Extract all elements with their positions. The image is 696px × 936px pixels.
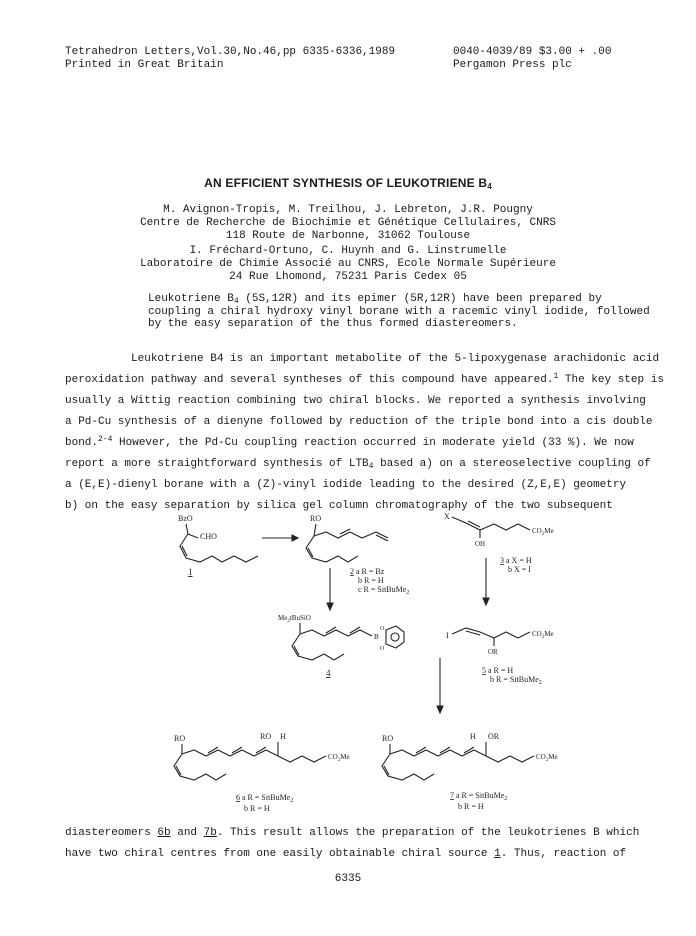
authors-group-1 bbox=[0, 204, 696, 243]
compound-6-labels bbox=[236, 793, 293, 804]
me-text: Me bbox=[544, 527, 554, 535]
compound-number: 2 bbox=[350, 567, 354, 576]
me-text: Me bbox=[340, 753, 350, 761]
variant-b: b R = H bbox=[244, 804, 270, 813]
variant-a: a R = H bbox=[488, 666, 514, 675]
me-text: Me bbox=[278, 614, 288, 622]
ltb-subscript: 4 bbox=[368, 462, 374, 471]
variant-b-sub: 2 bbox=[538, 680, 542, 686]
variant-b: b X = I bbox=[508, 565, 531, 574]
body-line: Leukotriene B4 is an important metabolite of the 5-lipoxygenase arachidonic acid bbox=[131, 353, 660, 365]
co-sub: 2 bbox=[545, 758, 549, 763]
body-paragraph-1 bbox=[65, 349, 664, 517]
co-sub: 2 bbox=[337, 758, 341, 763]
page-number: 6335 bbox=[334, 873, 362, 885]
address-line: 24 Rue Lhomond, 75231 Paris Cedex 05 bbox=[229, 271, 467, 283]
co2me-label bbox=[536, 753, 558, 763]
co-sub: 2 bbox=[541, 532, 545, 537]
compound-number: 6 bbox=[236, 793, 240, 802]
compound-ref: 7b bbox=[203, 827, 217, 839]
me-sub: 2 bbox=[287, 619, 290, 624]
abstract-text: coupling a chiral hydroxy vinyl borane with a racemic vinyl iodide, followed bbox=[148, 305, 650, 318]
body-line: . This result allows the preparation of the leukotrienes B which bbox=[216, 827, 640, 839]
institution-line: Laboratoire de Chimie Associé au CNRS, Ecole Normale Supérieure bbox=[140, 258, 556, 270]
institution-line: Centre de Recherche de Biochimie et Génétique Cellulaires, CNRS bbox=[140, 217, 556, 229]
ro-label: RO bbox=[174, 734, 186, 743]
compound-number: 3 bbox=[500, 556, 504, 565]
variant-b-text: b R = SitBuMe bbox=[490, 675, 539, 684]
abstract-subscript: 4 bbox=[233, 297, 239, 306]
h-label: H bbox=[470, 732, 476, 741]
or-label: OR bbox=[488, 732, 500, 741]
abstract bbox=[148, 293, 650, 331]
variant-c-text: c R = SitBuMe bbox=[358, 585, 407, 594]
authors-line: I. Fréchard-Ortuno, C. Huynh and G. Linstrumelle bbox=[189, 245, 507, 257]
body-line: usually a Wittig reaction combining two chiral blocks. We reported a synthesis involving bbox=[65, 395, 646, 407]
abstract-text: Leukotriene B bbox=[148, 293, 234, 305]
compound-number: 1 bbox=[188, 567, 193, 577]
citation-line: Tetrahedron Letters,Vol.30,No.46,pp 6335-6336,1989 bbox=[65, 46, 396, 58]
co2me-label bbox=[328, 753, 350, 763]
variant-c bbox=[358, 585, 409, 596]
cho-label: CHO bbox=[200, 532, 217, 541]
variant-b: b R = H bbox=[458, 802, 484, 811]
body-line: However, the Pd-Cu coupling reaction occurred in moderate yield (33 %). We now bbox=[112, 437, 634, 449]
compound-5 bbox=[446, 628, 554, 686]
compound-number: 5 bbox=[482, 666, 486, 675]
authors-group-2 bbox=[0, 245, 696, 284]
co-text: CO bbox=[532, 630, 542, 638]
variant-a-sub: 2 bbox=[504, 796, 508, 802]
body-line: peroxidation pathway and several syntheses of this compound have appeared. bbox=[65, 374, 554, 386]
body-line: have two chiral centres from one easily obtainable chiral source bbox=[65, 848, 495, 860]
tbuso-text: tBuSiO bbox=[289, 614, 311, 622]
publisher-info bbox=[453, 46, 611, 72]
compound-ref: 1 bbox=[494, 848, 501, 860]
me-text: Me bbox=[544, 630, 554, 638]
body-line: based a) on a stereoselective coupling of bbox=[373, 458, 651, 470]
co2me-label bbox=[532, 630, 554, 640]
variant-b: b R = H bbox=[358, 576, 384, 585]
journal-citation bbox=[65, 46, 395, 72]
or-label: OR bbox=[488, 648, 498, 656]
authors-line: M. Avignon-Tropis, M. Treilhou, J. Lebreton, J.R. Pougny bbox=[163, 204, 533, 216]
me-text: Me bbox=[548, 753, 558, 761]
paper-title bbox=[0, 176, 696, 190]
compound-6 bbox=[174, 732, 350, 813]
compound-4 bbox=[278, 614, 404, 678]
co-text: CO bbox=[532, 527, 542, 535]
co-text: CO bbox=[328, 753, 338, 761]
variant-a-sub: 2 bbox=[290, 798, 294, 804]
body-line: bond. bbox=[65, 437, 99, 449]
abstract-text: (5S,12R) and its epimer (5R,12R) have been prepared by bbox=[238, 293, 602, 305]
body-line: diastereomers bbox=[65, 827, 158, 839]
co2me-label bbox=[532, 527, 554, 537]
body-line: b) on the easy separation by silica gel column chromatography of the two subsequent bbox=[65, 500, 613, 512]
body-line: report a more straightforward synthesis of LTB bbox=[65, 458, 369, 470]
variant-a: a R = Bz bbox=[356, 567, 385, 576]
tbdms-label bbox=[278, 614, 311, 624]
compound-number: 7 bbox=[450, 791, 454, 800]
body-line: The key step is bbox=[558, 374, 664, 386]
body-line: a (E,E)-dienyl borane with a (Z)-vinyl iodide leading to the desired (Z,E,E) geometry bbox=[65, 479, 627, 491]
title-subscript: 4 bbox=[487, 182, 492, 191]
variant-b bbox=[490, 675, 542, 686]
oxygen-label: O bbox=[380, 626, 385, 632]
h-label: H bbox=[280, 732, 286, 741]
compound-number: 4 bbox=[326, 668, 331, 678]
abstract-text: by the easy separation of the thus formed diastereomers. bbox=[148, 318, 518, 330]
issn-price-line: 0040-4039/89 $3.00 + .00 bbox=[453, 46, 612, 58]
variant-a: a R = SitBuMe bbox=[242, 793, 291, 802]
oxygen-label: O bbox=[380, 646, 385, 652]
compound-ref: 6b bbox=[157, 827, 171, 839]
compound-2-labels bbox=[350, 567, 385, 576]
title-text: AN EFFICIENT SYNTHESIS OF LEUKOTRIENE B bbox=[204, 176, 488, 190]
variant-a: a R = SitBuMe bbox=[456, 791, 505, 800]
compound-3 bbox=[444, 512, 554, 574]
compound-7 bbox=[382, 732, 558, 811]
reference-superscript: 2-4 bbox=[98, 435, 113, 444]
compound-3-labels bbox=[500, 556, 532, 565]
printed-in-line: Printed in Great Britain bbox=[65, 59, 224, 71]
compound-1 bbox=[178, 514, 258, 577]
compound-5-labels bbox=[482, 666, 513, 675]
reference-superscript: 1 bbox=[553, 372, 559, 381]
ro-label: RO bbox=[310, 514, 322, 523]
boron-label: B bbox=[374, 633, 379, 641]
ro-label: RO bbox=[260, 732, 272, 741]
publisher-line: Pergamon Press plc bbox=[453, 59, 572, 71]
oh-label: OH bbox=[475, 540, 486, 548]
variant-c-sub: 2 bbox=[406, 590, 410, 596]
address-line: 118 Route de Narbonne, 31062 Toulouse bbox=[225, 230, 471, 242]
compound-7-labels bbox=[450, 791, 507, 802]
x-label: X bbox=[444, 512, 450, 521]
compound-2 bbox=[306, 514, 409, 596]
body-line: a Pd-Cu synthesis of a dienyne followed by reduction of the triple bond into a cis double bbox=[65, 416, 653, 428]
co-text: CO bbox=[536, 753, 546, 761]
ro-label: RO bbox=[382, 734, 394, 743]
bzo-label: BzO bbox=[178, 514, 193, 523]
body-line: and bbox=[170, 827, 204, 839]
body-paragraph-2 bbox=[65, 823, 639, 865]
body-line: . Thus, reaction of bbox=[500, 848, 627, 860]
reaction-scheme bbox=[150, 508, 590, 818]
variant-a: a X = H bbox=[506, 556, 532, 565]
co-sub: 2 bbox=[541, 635, 545, 640]
iodo-label: I bbox=[446, 631, 449, 640]
